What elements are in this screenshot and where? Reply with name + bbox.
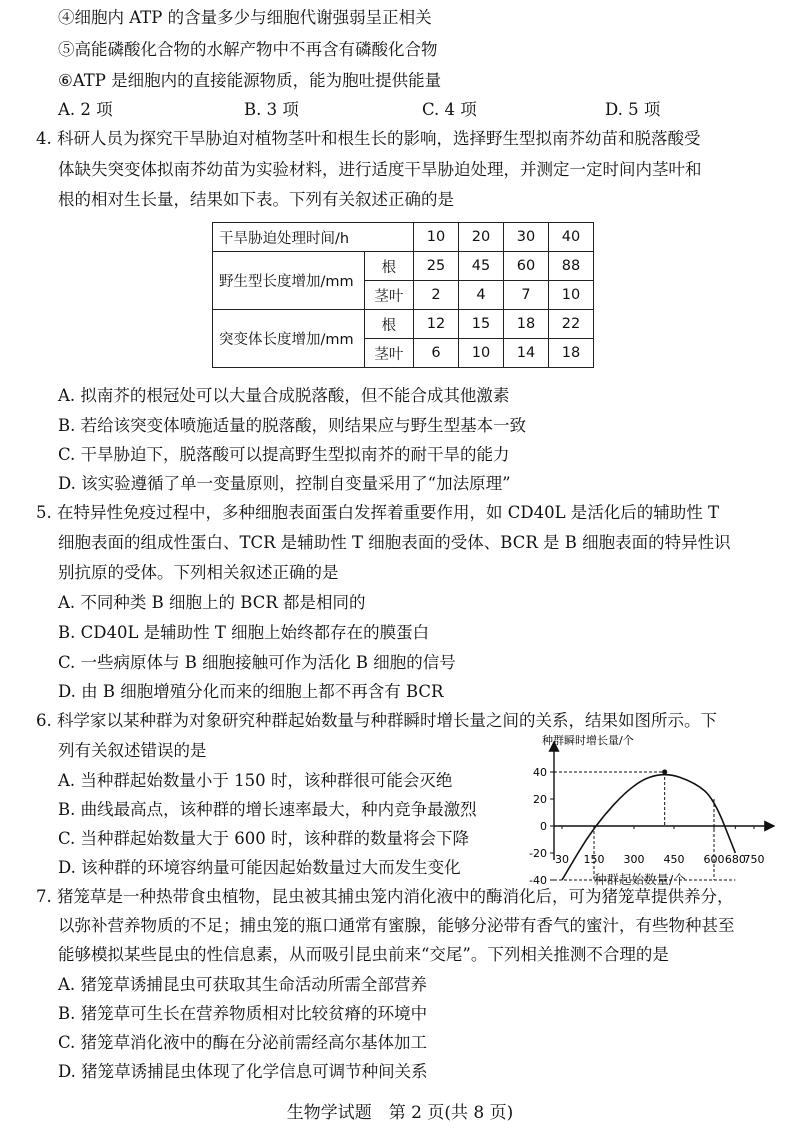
q5-option-c: C. 一些病原体与 B 细胞接触可作为活化 B 细胞的信号 (58, 653, 456, 672)
x-tick-label: 600 (703, 853, 725, 866)
table-cell: 18 (504, 310, 549, 339)
table-row (213, 252, 594, 281)
q3-option-b: B. 3 项 (244, 100, 299, 119)
q6-stem-line-1: 6. 科学家以某种群为对象研究种群起始数量与种群瞬时增长量之间的关系，结果如图所示。下 (36, 711, 717, 730)
table-cell: 88 (549, 252, 594, 281)
table-cell: 10 (549, 281, 594, 310)
x-tick-label: 30 (555, 853, 569, 866)
q5-stem-line-1: 5. 在特异性免疫过程中，多种细胞表面蛋白发挥着重要作用，如 CD40L 是活化后的辅助性 T (36, 503, 720, 522)
table-cell: 6 (414, 339, 459, 368)
x-tick-label: 450 (663, 853, 685, 866)
q7-stem-line-3: 能够模拟某些昆虫的性信息素，从而吸引昆虫前来“交尾”。下列相关推测不合理的是 (58, 945, 669, 964)
wild-type-label: 野生型长度增加/mm (213, 252, 365, 310)
q7-option-a: A. 猪笼草诱捕昆虫可获取其生命活动所需全部营养 (58, 975, 427, 994)
table-cell: 15 (459, 310, 504, 339)
x-tick-label: 750 (743, 853, 765, 866)
table-cell: 4 (459, 281, 504, 310)
table-cell: 12 (414, 310, 459, 339)
table-header-time: 40 (549, 223, 594, 252)
q7-option-c: C. 猪笼草消化液中的酶在分泌前需经高尔基体加工 (58, 1033, 428, 1052)
table-cell: 25 (414, 252, 459, 281)
q5-stem-line-2: 细胞表面的组成性蛋白、TCR 是辅助性 T 细胞表面的受体、BCR 是 B 细胞表面的特异性识 (58, 533, 731, 552)
q3-option-a: A. 2 项 (58, 100, 113, 119)
table-cell: 45 (459, 252, 504, 281)
item-5: ⑤高能磷酸化合物的水解产物中不再含有磷酸化合物 (58, 40, 438, 59)
table-cell: 7 (504, 281, 549, 310)
y-tick-label: -20 (529, 847, 547, 860)
q3-option-c: C. 4 项 (422, 100, 477, 119)
curve-peak-point (662, 769, 667, 774)
table-header-time: 10 (414, 223, 459, 252)
table-cell: 60 (504, 252, 549, 281)
q4-option-c: C. 干旱胁迫下，脱落酸可以提高野生型拟南芥的耐干旱的能力 (58, 445, 510, 464)
q6-option-b: B. 曲线最高点，该种群的增长速率最大，种内竞争最激烈 (58, 800, 477, 819)
q4-stem-line-1: 4. 科研人员为探究干旱胁迫对植物茎叶和根生长的影响，选择野生型拟南芥幼苗和脱落酸受 (36, 129, 701, 148)
table-header-row (213, 223, 594, 252)
q4-stem-line-2: 体缺失突变体拟南芥幼苗为实验材料，进行适度干旱胁迫处理，并测定一定时间内茎叶和 (58, 160, 702, 179)
page-footer: 生物学试题 第 2 页(共 8 页) (286, 1103, 514, 1123)
y-ticks (529, 766, 554, 887)
mutant-label: 突变体长度增加/mm (213, 310, 365, 368)
table-row (213, 310, 594, 339)
q6-option-a: A. 当种群起始数量小于 150 时，该种群很可能会灭绝 (58, 771, 453, 790)
x-tick-label: 150 (583, 853, 605, 866)
q5-option-a: A. 不同种类 B 细胞上的 BCR 都是相同的 (58, 593, 366, 612)
q5-option-d: D. 由 B 细胞增殖分化而来的细胞上都不再含有 BCR (58, 682, 444, 701)
item-4: ④细胞内 ATP 的含量多少与细胞代谢强弱呈正相关 (58, 8, 432, 27)
y-tick-label: 40 (533, 766, 547, 779)
q4-option-b: B. 若给该突变体喷施适量的脱落酸，则结果应与野生型基本一致 (58, 416, 527, 435)
x-axis-label: 种群起始数量/个 (594, 872, 686, 887)
q7-option-b: B. 猪笼草可生长在营养物质相对比较贫瘠的环境中 (58, 1004, 428, 1023)
table-cell: 2 (414, 281, 459, 310)
q4-stem-line-3: 根的相对生长量，结果如下表。下列有关叙述正确的是 (58, 190, 454, 209)
table-cell: 10 (459, 339, 504, 368)
table-cell: 14 (504, 339, 549, 368)
q6-option-d: D. 该种群的环境容纳量可能因起始数量过大而发生变化 (58, 858, 461, 877)
table-cell: 18 (549, 339, 594, 368)
q7-stem-line-1: 7. 猪笼草是一种热带食虫植物，昆虫被其捕虫笼内消化液中的酶消化后，可为猪笼草提供养分， (36, 887, 734, 906)
item-6: ⑥ATP 是细胞内的直接能源物质，能为胞吐提供能量 (58, 71, 442, 90)
q6-stem-line-2: 列有关叙述错误的是 (58, 741, 207, 760)
q5-option-b: B. CD40L 是辅助性 T 细胞上始终都存在的膜蛋白 (58, 623, 430, 642)
table-header-label: 干旱胁迫处理时间/h (213, 223, 414, 252)
part-label: 茎叶 (364, 339, 413, 368)
q7-option-d: D. 猪笼草诱捕昆虫体现了化学信息可调节种间关系 (58, 1062, 428, 1081)
part-label: 茎叶 (364, 281, 413, 310)
y-tick-label: 20 (533, 793, 547, 806)
x-tick-label: 680 (724, 853, 746, 866)
y-tick-label: -40 (529, 874, 547, 887)
part-label: 根 (364, 310, 413, 339)
x-tick-label: 300 (623, 853, 645, 866)
q3-option-d: D. 5 项 (605, 100, 661, 119)
q4-option-d: D. 该实验遵循了单一变量原则，控制自变量采用了“加法原理” (58, 474, 511, 493)
q7-stem-line-2: 以弥补营养物质的不足；捕虫笼的瓶口通常有蜜腺，能够分泌带有香气的蜜汁，有些物种甚至 (58, 916, 735, 935)
drought-data-table (212, 222, 594, 368)
part-label: 根 (364, 252, 413, 281)
y-axis-label: 种群瞬时增长量/个 (542, 734, 634, 747)
table-header-time: 30 (504, 223, 549, 252)
q5-stem-line-3: 别抗原的受体。下列相关叙述正确的是 (58, 563, 339, 582)
y-tick-label: 0 (540, 820, 547, 833)
q6-option-c: C. 当种群起始数量大于 600 时，该种群的数量将会下降 (58, 829, 470, 848)
q4-option-a: A. 拟南芥的根冠处可以大量合成脱落酸，但不能合成其他激素 (58, 386, 510, 405)
q3-options (58, 96, 778, 118)
table-header-time: 20 (459, 223, 504, 252)
table-cell: 22 (549, 310, 594, 339)
